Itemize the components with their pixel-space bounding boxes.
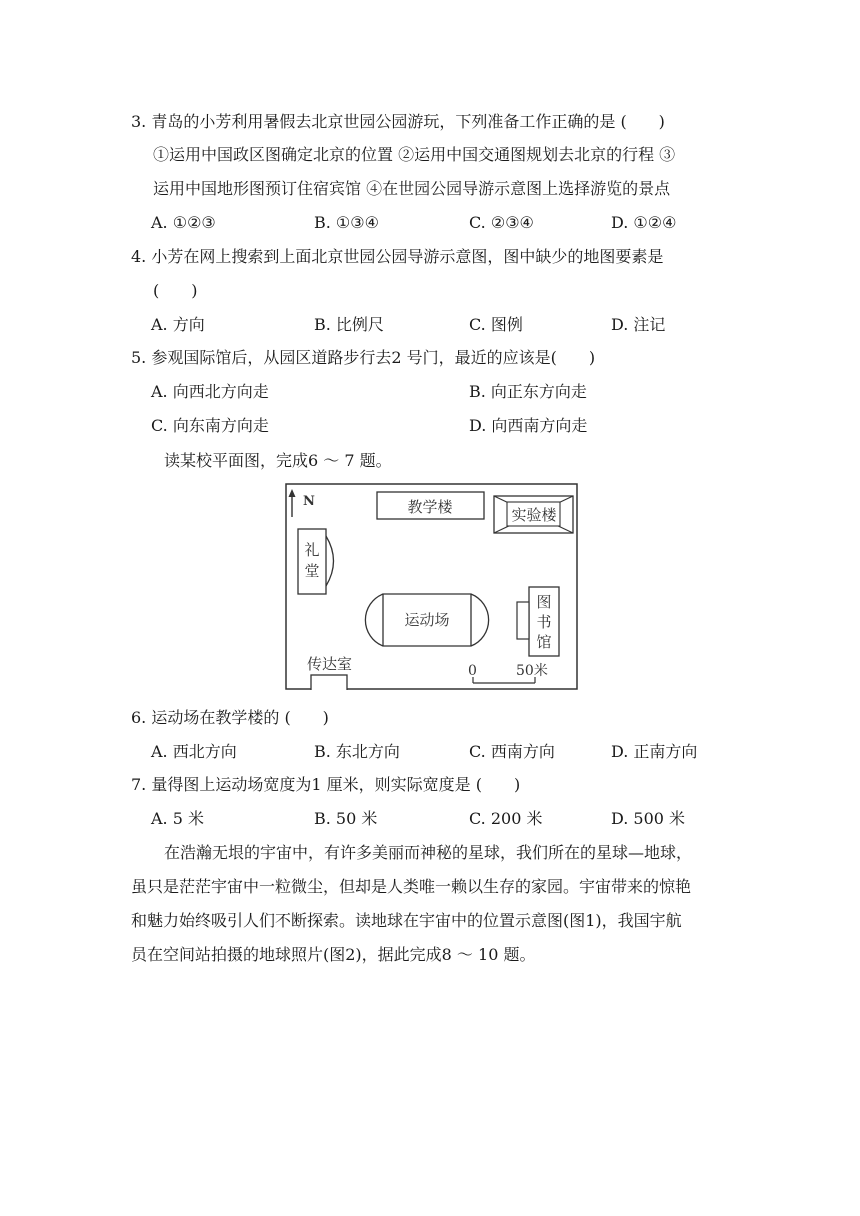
school-plan-svg: [285, 483, 578, 690]
north-arrow-icon: [289, 489, 296, 517]
q4-option-c[interactable]: C. 图例: [469, 315, 523, 334]
q3-option-c[interactable]: C. ②③④: [469, 213, 534, 232]
q5-option-d[interactable]: D. 向西南方向走: [469, 416, 588, 435]
gatehouse: [311, 675, 347, 690]
q7-option-a[interactable]: A. 5 米: [151, 809, 204, 828]
north-label: N: [303, 494, 315, 509]
q5-option-a[interactable]: A. 向西北方向走: [151, 382, 269, 401]
q3-line3: 运用中国地形图预订住宿宾馆 ④在世园公园导游示意图上选择游览的景点: [153, 179, 671, 198]
passage-line-1: 在浩瀚无垠的宇宙中，有许多美丽而神秘的星球，我们所在的星球—地球，: [164, 843, 693, 862]
q3-option-b[interactable]: B. ①③④: [314, 213, 379, 232]
q4-option-b[interactable]: B. 比例尺: [314, 315, 384, 334]
library-label-2: 书: [536, 613, 552, 631]
school-plan-map: [285, 483, 578, 690]
sports-field-label: 运动场: [404, 611, 450, 629]
q5-option-b[interactable]: B. 向正东方向走: [469, 382, 587, 401]
q4-option-d[interactable]: D. 注记: [611, 315, 666, 334]
q6-stem: 6. 运动场在教学楼的 ( ): [131, 708, 329, 727]
passage-line-4: 员在空间站拍摄的地球照片(图2)，据此完成8 ～ 10 题。: [131, 945, 536, 964]
q6-option-b[interactable]: B. 东北方向: [314, 742, 400, 761]
q7-option-b[interactable]: B. 50 米: [314, 809, 378, 828]
q5-option-c[interactable]: C. 向东南方向走: [151, 416, 269, 435]
passage-line-2: 虽只是茫茫宇宙中一粒微尘，但却是人类唯一赖以生存的家园。宇宙带来的惊艳: [131, 877, 692, 896]
q7-option-c[interactable]: C. 200 米: [469, 809, 543, 828]
q3-line2: ①运用中国政区图确定北京的位置 ②运用中国交通图规划去北京的行程 ③: [153, 145, 676, 164]
library-label-1: 图: [536, 593, 552, 611]
q6-option-c[interactable]: C. 西南方向: [469, 742, 555, 761]
q4-option-a[interactable]: A. 方向: [151, 315, 205, 334]
q4-stem: 4. 小芳在网上搜索到上面北京世园公园导游示意图，图中缺少的地图要素是: [131, 247, 664, 266]
q4-line2: ( ): [153, 281, 198, 300]
q6-option-a[interactable]: A. 西北方向: [151, 742, 237, 761]
teaching-building-label: 教学楼: [407, 498, 453, 516]
lab-building-label: 实验楼: [511, 506, 557, 524]
q6-option-d[interactable]: D. 正南方向: [611, 742, 698, 761]
scale-start-label: 0: [468, 663, 477, 679]
q7-option-d[interactable]: D. 500 米: [611, 809, 686, 828]
library-label-3: 馆: [536, 633, 552, 651]
auditorium-label-1: 礼: [304, 541, 320, 559]
q5-stem: 5. 参观国际馆后，从园区道路步行去2 号门，最近的应该是( ): [131, 348, 596, 367]
passage-line-3: 和魅力始终吸引人们不断探索。读地球在宇宙中的位置示意图(图1)，我国宇航: [131, 911, 682, 930]
q3-stem: 3. 青岛的小芳利用暑假去北京世园公园游玩，下列准备工作正确的是 ( ): [131, 112, 665, 131]
intro-q6-7: 读某校平面图，完成6 ～ 7 题。: [164, 451, 392, 470]
scale-end-label: 50米: [516, 663, 548, 679]
q3-option-d[interactable]: D. ①②④: [611, 213, 677, 232]
q3-option-a[interactable]: A. ①②③: [151, 213, 216, 232]
auditorium-label-2: 堂: [304, 562, 320, 580]
q7-stem: 7. 量得图上运动场宽度为1 厘米，则实际宽度是 ( ): [131, 775, 521, 794]
gatehouse-label: 传达室: [307, 655, 353, 673]
